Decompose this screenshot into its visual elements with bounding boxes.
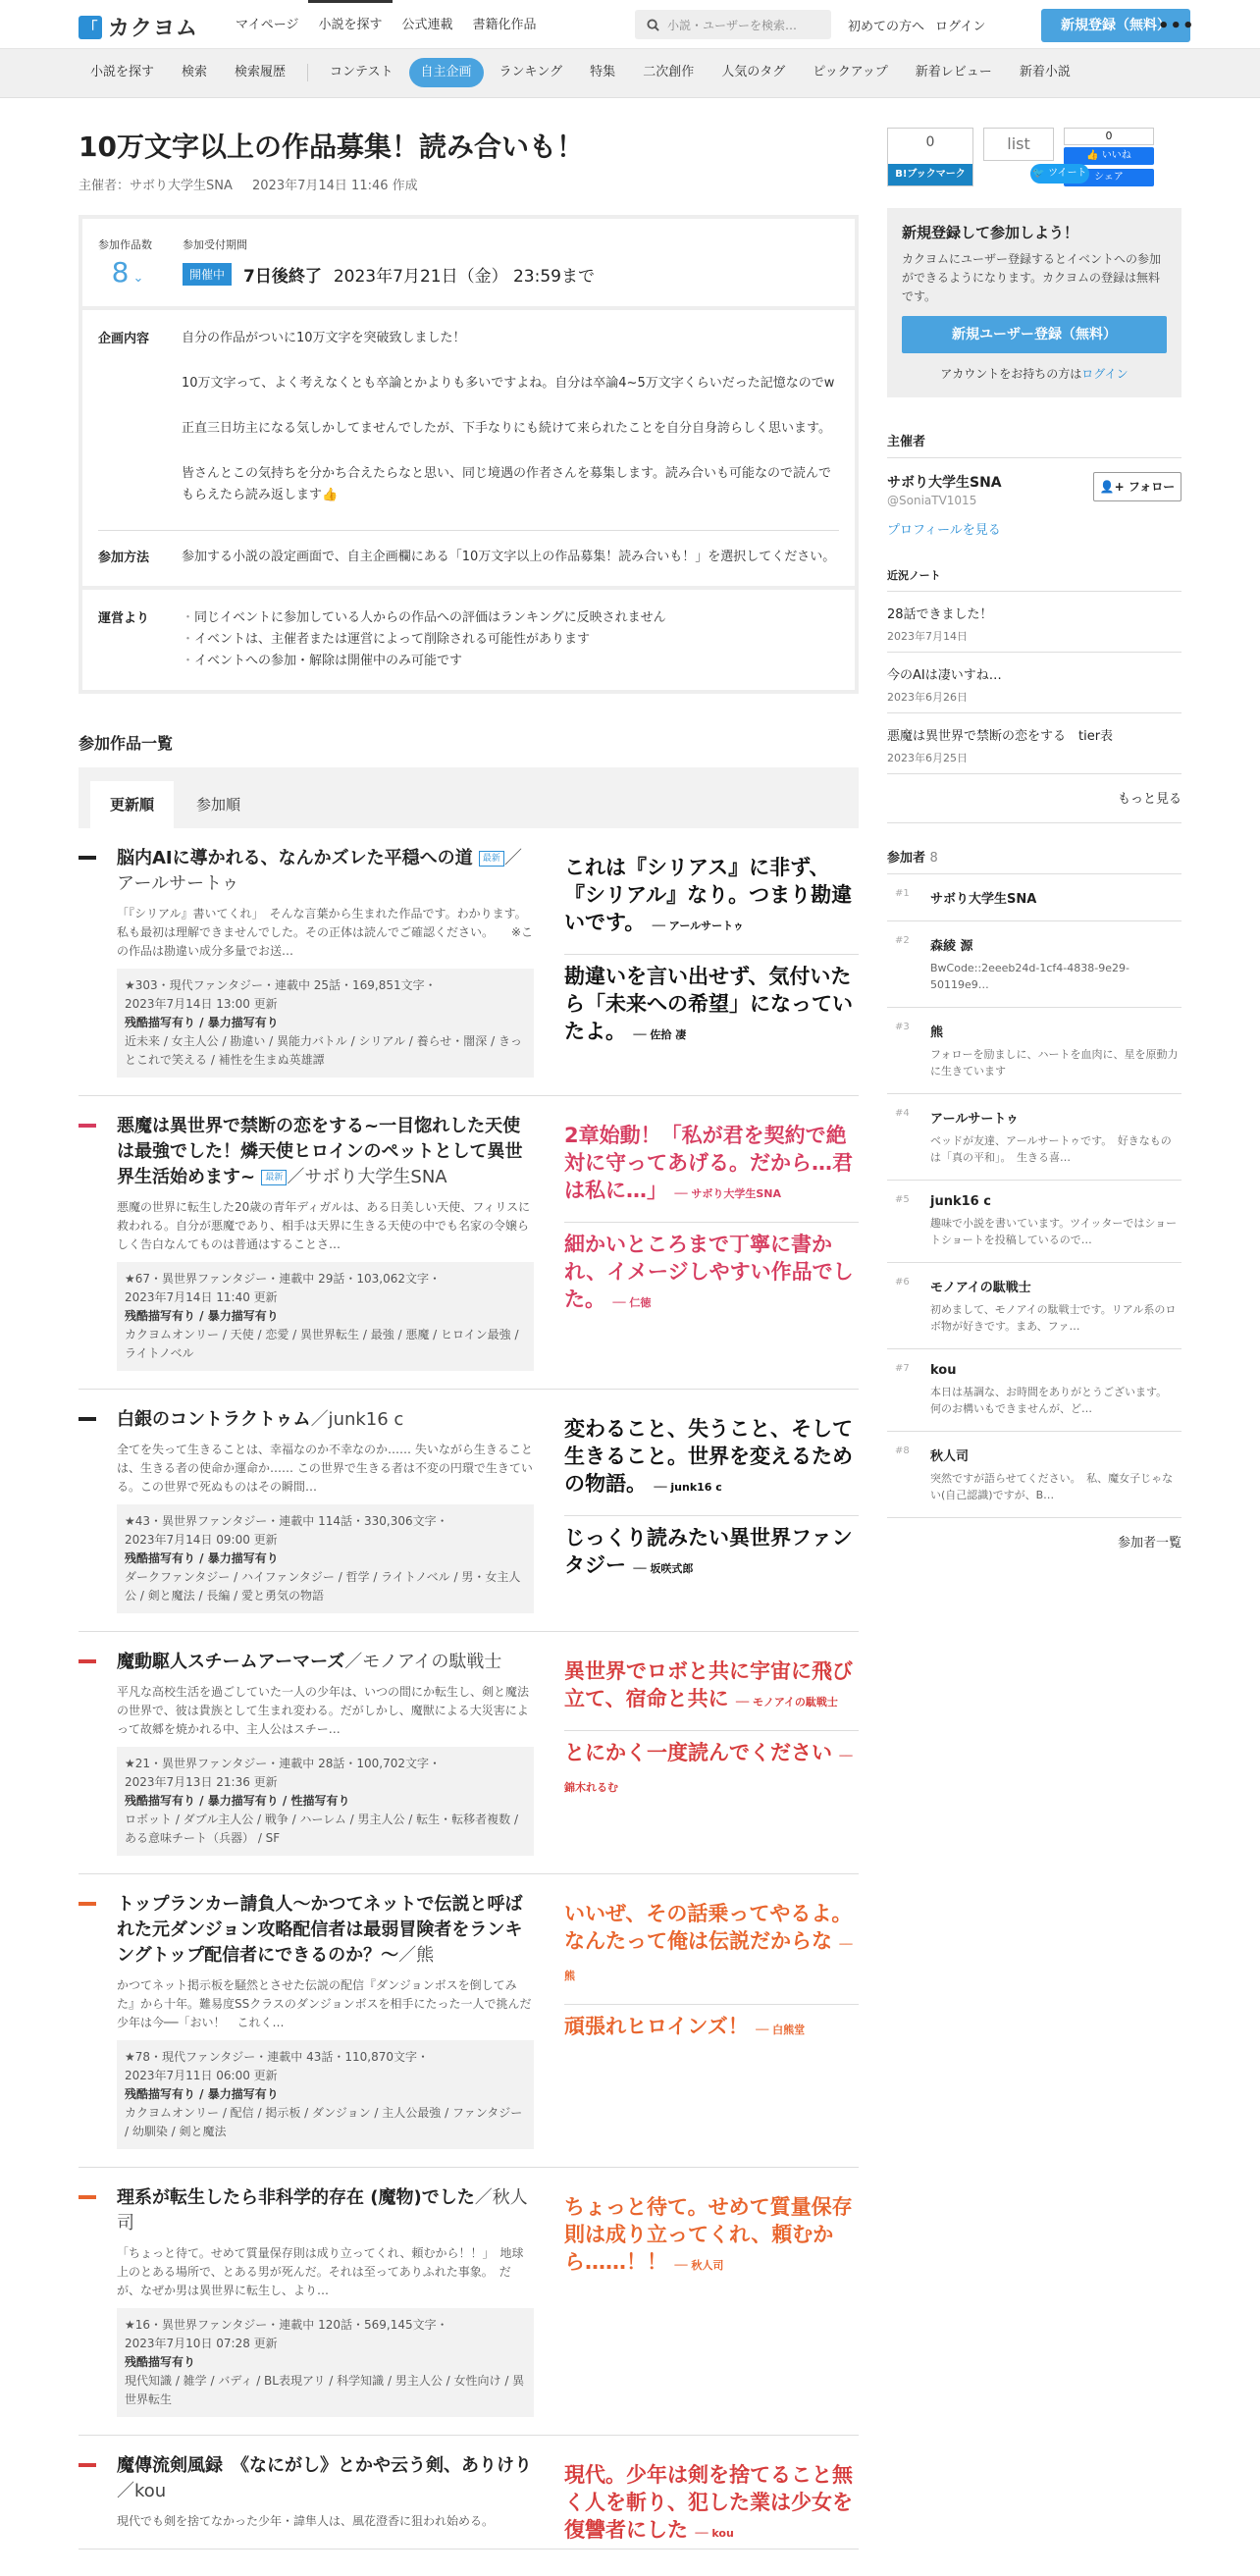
participant-rank: #6 <box>895 1277 910 1288</box>
period-row <box>82 219 855 310</box>
subnav-new-reviews[interactable]: 新着レビュー <box>915 65 992 79</box>
join-panel <box>887 208 1181 397</box>
catchphrase[interactable] <box>564 1892 859 2005</box>
work-description: 平凡な高校生活を過ごしていた一人の少年は、いつの間にか転生し、剣と魔法の世界で、彼は貴族として生まれ変わる。だがしかし、魔獣による大災害によって故郷を焼かれる中、主人公はスチー… <box>117 1685 530 1736</box>
subnav-features[interactable]: 特集 <box>590 65 616 79</box>
site-logo[interactable] <box>79 12 198 42</box>
work-author[interactable]: ／kou <box>117 2481 167 2501</box>
content-label: 企画内容 <box>98 332 150 346</box>
chevron-down-icon: ⌄ <box>129 271 144 286</box>
tab-joined[interactable]: 参加順 <box>196 796 241 814</box>
fb-count: 0 <box>1064 128 1154 145</box>
catch-author: ── kou <box>695 2527 734 2540</box>
work-flags: 残酷描写有り / 暴力描写有り / 性描写有り <box>125 1794 350 1808</box>
sub-nav <box>0 49 1260 98</box>
works-heading: 参加作品一覧 <box>79 734 174 753</box>
note-title: 悪魔は異世界で禁断の恋をする tier表 <box>887 729 1114 744</box>
global-header <box>0 0 1260 49</box>
logo-text: カクヨム <box>108 17 199 41</box>
hatena-bookmark-button[interactable] <box>887 128 973 186</box>
participant-name: junk16 c <box>930 1194 991 1209</box>
catch-author: ── サボり大学生SNA <box>674 1187 782 1200</box>
genre-mark <box>79 1902 96 1906</box>
work-title-line <box>117 2185 534 2236</box>
catchphrase[interactable] <box>564 1731 859 1815</box>
participant-rank: #2 <box>895 935 910 946</box>
rules-list <box>182 607 666 672</box>
more-menu-icon[interactable]: ••• <box>1158 16 1195 36</box>
catchphrase[interactable] <box>564 2005 859 2058</box>
event-info-box <box>79 215 859 694</box>
participant-rank: #5 <box>895 1194 910 1205</box>
participant-name: kou <box>930 1363 957 1378</box>
work-author[interactable]: ／junk16 c <box>310 1409 404 1430</box>
notes-heading: 近況ノート <box>887 567 1181 592</box>
tweet-button[interactable] <box>1030 164 1089 184</box>
participant-name: モノアイの駄戦士 <box>930 1281 1031 1295</box>
description-paragraph: 自分の作品がついに10万文字を突破致しました！ <box>182 331 466 345</box>
nav-books[interactable]: 書籍化作品 <box>472 18 537 32</box>
host-id: @SoniaTV1015 <box>887 494 977 507</box>
work-tags[interactable]: カクヨムオンリー / 天使 / 恋愛 / 異世界転生 / 最強 / 悪魔 / ヒロイン最強 / ライトノベル <box>125 1328 519 1360</box>
work-title-line <box>117 1650 534 1675</box>
work-title[interactable]: 白銀のコントラクトゥム <box>117 1409 311 1430</box>
work-item <box>79 2436 859 2550</box>
subnav-fanfic[interactable]: 二次創作 <box>643 65 695 79</box>
participant-desc: ベッドが友達、アールサートゥです。 好きなものは「真の平和」。 生きる喜… <box>930 1134 1172 1164</box>
rule-item: ・ イベントは、主催者または運営によって削除される可能性があります <box>182 629 666 651</box>
participant-item[interactable] <box>887 1349 1181 1432</box>
catch-author: ── モノアイの駄戦士 <box>735 1696 838 1709</box>
work-title[interactable]: 魔動駆人スチームアーマーズ <box>117 1652 345 1672</box>
nav-find-novels[interactable]: 小説を探す <box>308 0 392 49</box>
work-catchphrases <box>564 1650 859 1815</box>
host-name[interactable]: サボり大学生SNA <box>887 475 1002 491</box>
host-card <box>887 472 1181 538</box>
catchphrase[interactable] <box>564 955 859 1063</box>
work-title[interactable]: 悪魔は異世界で禁断の恋をする~一目惚れした天使は最強でした！燐天使ヒロインのペットとして異世界生活始めます~ <box>117 1116 523 1187</box>
work-updated: 2023年7月10日 07:28 更新 <box>125 2337 278 2350</box>
catchphrase[interactable] <box>564 2185 859 2293</box>
work-title[interactable]: 魔傳流剣風録 《なにがし》とかや云う剣、ありけり <box>117 2455 532 2476</box>
work-catchphrases <box>564 1407 859 1597</box>
participant-desc: フォローを励ましに、ハートを血肉に、星を原動力に生きています <box>930 1048 1179 1078</box>
catch-author: ── 坂咲式郎 <box>633 1562 694 1575</box>
genre-mark <box>79 856 96 860</box>
work-tags[interactable]: 現代知識 / 雑学 / バディ / BL表現アリ / 科学知識 / 男主人公 / 女性向け / 異世界転生 <box>125 2374 525 2406</box>
end-date: 2023年7月21日（金） 23:59まで <box>333 267 595 287</box>
work-author[interactable]: ／熊 <box>398 1945 435 1966</box>
subnav-search[interactable]: 検索 <box>182 65 208 79</box>
catch-text: 細かいところまで丁寧に書かれ、イメージしやすい作品でした。 <box>564 1233 854 1311</box>
note-date: 2023年6月25日 <box>887 752 968 764</box>
user-plus-icon: 👤+ <box>1099 480 1129 494</box>
work-updated: 2023年7月11日 06:00 更新 <box>125 2069 278 2082</box>
participants-list <box>887 874 1181 1518</box>
divider <box>307 64 308 81</box>
genre-mark <box>79 1659 96 1663</box>
work-flags: 残酷描写有り <box>125 2355 196 2369</box>
work-title-line <box>117 1892 534 1969</box>
participant-rank: #8 <box>895 1446 910 1456</box>
catch-author: ── 佐拾 凄 <box>633 1028 687 1041</box>
catch-text: これは『シリアス』に非ず、『シリアル』なり。つまり勘違いです。 <box>564 856 853 934</box>
count-number: 8 <box>111 256 130 289</box>
work-catchphrases <box>564 846 859 1063</box>
profile-link[interactable]: プロフィールを見る <box>887 523 1001 538</box>
work-catchphrases <box>564 1892 859 2058</box>
participant-name: 熊 <box>930 1025 944 1040</box>
rule-item: ・ イベントへの参加・解除は開催中のみ可能です <box>182 651 666 672</box>
note-date: 2023年6月26日 <box>887 691 968 704</box>
fb-like-label: いいね <box>1101 150 1131 161</box>
catch-text: 変わること、失うこと、そして生きること。世界を変えるための物語。 <box>564 1417 853 1496</box>
work-item <box>79 1632 859 1874</box>
note-title: 今のAIは凄いすね… <box>887 668 1002 683</box>
participant-item[interactable] <box>887 921 1181 1008</box>
participants-all-link[interactable]: 参加者一覧 <box>1117 1536 1181 1551</box>
sidebar <box>887 98 1181 1551</box>
work-description: かつてネット掲示板を騒然とさせた伝説の配信『ダンジョンボスを倒してみた』から十年。難易度SSクラスのダンジョンボスを相手にたった一人で挑んだ少年は今──「おい！ これく… <box>117 1978 532 2029</box>
work-updated: 2023年7月13日 21:36 更新 <box>125 1775 278 1789</box>
subnav-pickup[interactable]: ピックアップ <box>813 65 888 79</box>
catchphrase[interactable] <box>564 846 859 955</box>
content-row <box>82 310 855 590</box>
participants-count: 8 <box>929 851 938 866</box>
work-flags: 残酷描写有り / 暴力描写有り <box>125 1309 279 1323</box>
description-paragraph: 正直三日坊主になる気しかしてませんでしたが、下手なりにも続けて来られたことを自分自身誇らしく思います。 <box>182 421 831 436</box>
method-label: 参加方法 <box>98 551 150 565</box>
fb-like-button[interactable] <box>1064 147 1154 165</box>
work-title[interactable]: トップランカー請負人〜かつてネットで伝説と呼ばれた元ダンジョン攻略配信者は最弱冒険者をランキングトップ配信者にできるのか？〜 <box>117 1894 523 1966</box>
participants-heading <box>887 847 1181 874</box>
participant-name: サボり大学生SNA <box>930 892 1037 907</box>
catch-text: いいぜ、その話乗ってやるよ。なんたって俺は伝説だからな <box>564 1902 853 1953</box>
work-updated: 2023年7月14日 11:40 更新 <box>125 1290 278 1304</box>
subnav-contest[interactable]: コンテスト <box>330 65 394 79</box>
work-updated: 2023年7月14日 09:00 更新 <box>125 1533 278 1547</box>
new-badge: 最新 <box>479 851 504 867</box>
status-badge: 開催中 <box>183 263 232 286</box>
subnav-user-events[interactable]: 自主企画 <box>409 58 484 87</box>
subnav-find[interactable]: 小説を探す <box>90 65 155 79</box>
rules-label: 運営より <box>98 611 150 626</box>
work-flags: 残酷描写有り / 暴力描写有り <box>125 1016 279 1029</box>
work-item <box>79 1390 859 1632</box>
work-item <box>79 1874 859 2168</box>
join-title: 新規登録して参加しよう！ <box>902 224 1079 241</box>
works-tabs <box>79 767 859 828</box>
work-author[interactable]: ／モノアイの駄戦士 <box>344 1652 502 1672</box>
genre-mark <box>79 2195 96 2199</box>
work-description: 現代でも剣を捨てなかった少年・諱隼人は、風花澄香に狙われ始める。 <box>117 2514 495 2528</box>
event-description <box>182 328 839 506</box>
genre-mark <box>79 1124 96 1128</box>
global-nav <box>226 0 547 49</box>
work-title[interactable]: 理系が転生したら非科学的存在 (魔物)でした <box>117 2187 475 2208</box>
note-item[interactable] <box>887 653 1181 713</box>
search-input[interactable] <box>635 10 831 39</box>
work-stats: ★16・異世界ファンタジー・連載中 120話・569,145文字・ <box>125 2318 448 2332</box>
thumbs-up-icon: 👍 <box>1086 150 1102 161</box>
catch-text: 頑張れヒロインズ！ <box>564 2015 749 2038</box>
catch-author: ── 白熊堂 <box>756 2024 806 2036</box>
tweet-label: ツイート <box>1048 168 1087 179</box>
search-icon <box>647 19 659 31</box>
participant-desc: 本日は基調な、お時間をありがとうございます。 何のお構いもできませんが、ど… <box>930 1386 1173 1415</box>
method-text: 参加する小説の設定画面で、自主企画欄にある「10万文字以上の作品募集！読み合いも！」を選択してください。 <box>182 550 836 564</box>
genre-mark <box>79 2463 96 2467</box>
list-button[interactable]: list <box>983 128 1054 161</box>
participant-rank: #3 <box>895 1022 910 1032</box>
work-title-line <box>117 846 534 897</box>
created-date: 2023年7月14日 11:46 作成 <box>252 179 418 193</box>
subnav-tags[interactable]: 人気のタグ <box>721 65 786 79</box>
work-stats: ★78・現代ファンタジー・連載中 43話・110,870文字・ <box>125 2050 430 2064</box>
participant-item[interactable] <box>887 1181 1181 1263</box>
see-more-link[interactable]: もっと見る <box>887 788 1181 823</box>
catchphrase[interactable] <box>564 1223 859 1331</box>
work-description: 悪魔の世界に転生した20歳の青年ディガルは、ある日美しい天使、フィリスに救われる。自分が悪魔であり、相手は天界に生きる天使の中でも名家の令嬢らしく告白なんてものは普通はすることさ… <box>117 1200 531 1251</box>
catch-author: ── 秋人司 <box>674 2259 724 2272</box>
event-meta <box>79 175 859 193</box>
tab-updated[interactable]: 更新順 <box>90 781 174 828</box>
entry-count <box>98 237 183 289</box>
work-description: 全てを失って生きることは、幸福なのか不幸なのか…… 失いながら生きることは、生きる者の使命か運命か…… この世界で生きる者は不変の円環で生きている。この世界で死ぬものはその瞬間… <box>117 1443 533 1494</box>
description-paragraph: 皆さんとこの気持ちを分かち合えたらなと思い、同じ境遇の作者さんを募集します。読み合いも可能なので読んでもらえたら読み返します👍 <box>182 466 831 502</box>
genre-mark <box>79 1417 96 1421</box>
work-meta <box>117 2308 534 2417</box>
work-author[interactable]: ／アールサートゥ <box>117 848 522 894</box>
login-prompt: アカウントをお持ちの方は <box>940 367 1082 381</box>
work-description: 「ちょっと待て。せめて質量保存則は成り立ってくれ、頼むから！！」 地球上のとある場所で、とある男が死んだ。それは至ってありふれた事象。 だが、なぜか男は異世界に転生し、より… <box>117 2246 524 2297</box>
catchphrase[interactable] <box>564 1650 859 1731</box>
organizer-link[interactable]: 主催者：サボり大学生SNA <box>79 179 233 193</box>
login-link-side[interactable]: ログイン <box>1081 367 1129 381</box>
participant-desc: 趣味で小説を書いています。ツイッターではショートショートを投稿しているので… <box>930 1217 1178 1246</box>
participant-name: 森綾 源 <box>930 939 973 954</box>
catch-text: 2章始動！「私が君を契約で絶対に守ってあげる。だから…君は私に…」 <box>564 1124 853 1202</box>
subnav-ranking[interactable]: ランキング <box>499 65 563 79</box>
work-catchphrases <box>564 2453 859 2561</box>
work-title-line <box>117 2453 534 2504</box>
work-item <box>79 2168 859 2436</box>
catchphrase[interactable] <box>564 1407 859 1516</box>
note-title: 28話できました！ <box>887 607 993 622</box>
work-author[interactable]: ／サボり大学生SNA <box>287 1167 447 1187</box>
host-heading: 主催者 <box>887 431 1181 458</box>
note-item[interactable] <box>887 713 1181 774</box>
main-column <box>79 98 859 2550</box>
join-text: カクヨムにユーザー登録するとイベントへの参加ができるようになります。カクヨムの登録は無料です。 <box>902 252 1162 303</box>
works-list <box>79 828 859 2550</box>
work-meta <box>117 1262 534 1371</box>
join-login-line <box>902 365 1167 382</box>
catch-text: とにかく一度読んでください <box>564 1741 832 1764</box>
catch-text: 勘違いを言い出せず、気付いたら「未来への希望」になっていたよ。 <box>564 965 853 1043</box>
work-meta <box>117 969 534 1078</box>
login-link[interactable]: ログイン <box>935 20 986 34</box>
fb-share-button[interactable]: シェア <box>1064 169 1154 186</box>
catch-author: ── 熊 <box>564 1938 853 1982</box>
participant-item[interactable] <box>887 1263 1181 1349</box>
work-item <box>79 828 859 1096</box>
twitter-bird-icon: 🐦 <box>1032 168 1049 179</box>
work-title-line <box>117 1407 534 1433</box>
catch-author: ── 仁徳 <box>612 1296 652 1309</box>
work-stats: ★21・異世界ファンタジー・連載中 28話・100,702文字・ <box>125 1757 442 1770</box>
participant-rank: #7 <box>895 1363 910 1374</box>
work-stats: ★67・異世界ファンタジー・連載中 29話・103,062文字・ <box>125 1272 442 1286</box>
entry-period <box>183 237 595 289</box>
work-stats: ★303・現代ファンタジー・連載中 25話・169,851文字・ <box>125 978 437 992</box>
signup-button[interactable]: 新規登録（無料） <box>1041 9 1190 42</box>
note-item[interactable] <box>887 592 1181 653</box>
follow-button[interactable] <box>1093 472 1181 501</box>
work-catchphrases <box>564 1114 859 1331</box>
nav-mypage[interactable]: マイページ <box>236 18 299 32</box>
participant-item[interactable] <box>887 1094 1181 1181</box>
nav-official-serial[interactable]: 公式連載 <box>401 18 453 32</box>
work-item <box>79 1096 859 1390</box>
first-time-link[interactable]: 初めての方へ <box>848 20 925 34</box>
divider <box>98 530 839 531</box>
participant-desc: 初めまして、モノアイの駄戦士です。リアル系のロボ物が好きです。まあ、ファ… <box>930 1303 1177 1333</box>
description-paragraph: 10万文字って、よく考えなくとも卒論とかよりも多いですよね。自分は卒論4~5万文字くらいだった記憶なのでw <box>182 376 835 391</box>
work-meta <box>117 2040 534 2149</box>
work-tags[interactable]: ダークファンタジー / ハイファンタジー / 哲学 / ライトノベル / 男・女主人公 / 剣と魔法 / 長編 / 愛と勇気の物語 <box>125 1570 521 1603</box>
catch-text: 現代。少年は剣を捨てること無く人を斬り、犯した業は少女を復讐者にした <box>564 2463 853 2542</box>
work-flags: 残酷描写有り / 暴力描写有り <box>125 1551 279 1565</box>
catch-text: ちょっと待て。せめて質量保存則は成り立ってくれ、頼むから……！！ <box>564 2195 853 2274</box>
catch-author: ── junk16 c <box>654 1481 722 1494</box>
rules-row <box>82 590 855 690</box>
bookmark-label: B!ブックマーク <box>888 164 972 185</box>
follow-label: フォロー <box>1128 480 1176 494</box>
logo-mark-icon: 「 <box>79 16 102 39</box>
work-tags[interactable]: 近未来 / 女主人公 / 勘違い / 異能力バトル / シリアル / 養らせ・闇深 / きっとこれで笑える / 補性を生まぬ英雄譚 <box>125 1034 522 1067</box>
work-stats: ★43・異世界ファンタジー・連載中 114話・330,306文字・ <box>125 1514 448 1528</box>
work-tags[interactable]: ロボット / ダブル主人公 / 戦争 / ハーレム / 男主人公 / 転生・転移者複数 / ある意味チート（兵器） / SF <box>125 1813 519 1845</box>
catch-text: 異世界でロボと共に宇宙に飛び立て、宿命と共に <box>564 1659 853 1710</box>
work-description: 「『シリアル』書いてくれ」 そんな言葉から生まれた作品です。わかります。私も最初は理解できませんでした。その正体は読んでご確認ください。 ※この作品は勘違い成分多量でお送… <box>117 907 534 958</box>
work-updated: 2023年7月14日 13:00 更新 <box>125 997 278 1011</box>
catchphrase[interactable] <box>564 1516 859 1597</box>
participant-item[interactable] <box>887 1432 1181 1518</box>
catch-author: ── アールサートゥ <box>652 920 744 932</box>
participant-desc: BwCode::2eeeb24d-1cf4-4838-9e29-50119e9… <box>930 962 1129 991</box>
period-label: 参加受付期間 <box>183 238 247 251</box>
subnav-new-novels[interactable]: 新着小説 <box>1019 65 1071 79</box>
new-badge: 最新 <box>261 1170 287 1185</box>
search-placeholder: 小説・ユーザーを検索… <box>667 18 798 32</box>
work-title[interactable]: 脳内AIに導かれる、なんかズレた平穏への道 <box>117 848 473 868</box>
participant-name: 秋人司 <box>930 1449 970 1464</box>
work-meta <box>117 1747 534 1856</box>
participant-rank: #1 <box>895 888 910 899</box>
bookmark-count: 0 <box>925 134 935 150</box>
participant-name: アールサートゥ <box>930 1112 1020 1127</box>
work-meta <box>117 1504 534 1613</box>
rule-item: ・ 同じイベントに参加している人からの作品への評価はランキングに反映されません <box>182 607 666 629</box>
work-flags: 残酷描写有り / 暴力描写有り <box>125 2087 279 2101</box>
catchphrase[interactable] <box>564 1114 859 1223</box>
participant-item[interactable] <box>887 874 1181 921</box>
register-button[interactable]: 新規ユーザー登録（無料） <box>902 316 1167 353</box>
participant-item[interactable] <box>887 1008 1181 1094</box>
catch-text: じっくり読みたい異世界ファンタジー <box>564 1526 853 1577</box>
work-catchphrases <box>564 2185 859 2293</box>
work-title-line <box>117 1114 534 1190</box>
participant-desc: 突然ですが語らせてください。 私、魔女子じゃない(自己認識)ですが、B… <box>930 1472 1174 1501</box>
participant-rank: #4 <box>895 1108 910 1119</box>
subnav-history[interactable]: 検索履歴 <box>235 65 287 79</box>
note-date: 2023年7月14日 <box>887 630 968 643</box>
work-author[interactable]: ／秋人司 <box>117 2187 528 2234</box>
page-title: 10万文字以上の作品募集！読み合いも！ <box>79 131 584 163</box>
work-tags[interactable]: カクヨムオンリー / 配信 / 掲示板 / ダンジョン / 主人公最強 / ファンタジー / 幼馴染 / 剣と魔法 <box>125 2106 523 2138</box>
catch-author: ── 錦木れるむ <box>564 1750 853 1794</box>
catchphrase[interactable] <box>564 2453 859 2561</box>
count-value[interactable] <box>98 256 157 289</box>
days-left: 7日後終了 <box>243 267 322 287</box>
participants-label: 参加者 <box>887 851 926 866</box>
count-label: 参加作品数 <box>98 238 152 251</box>
